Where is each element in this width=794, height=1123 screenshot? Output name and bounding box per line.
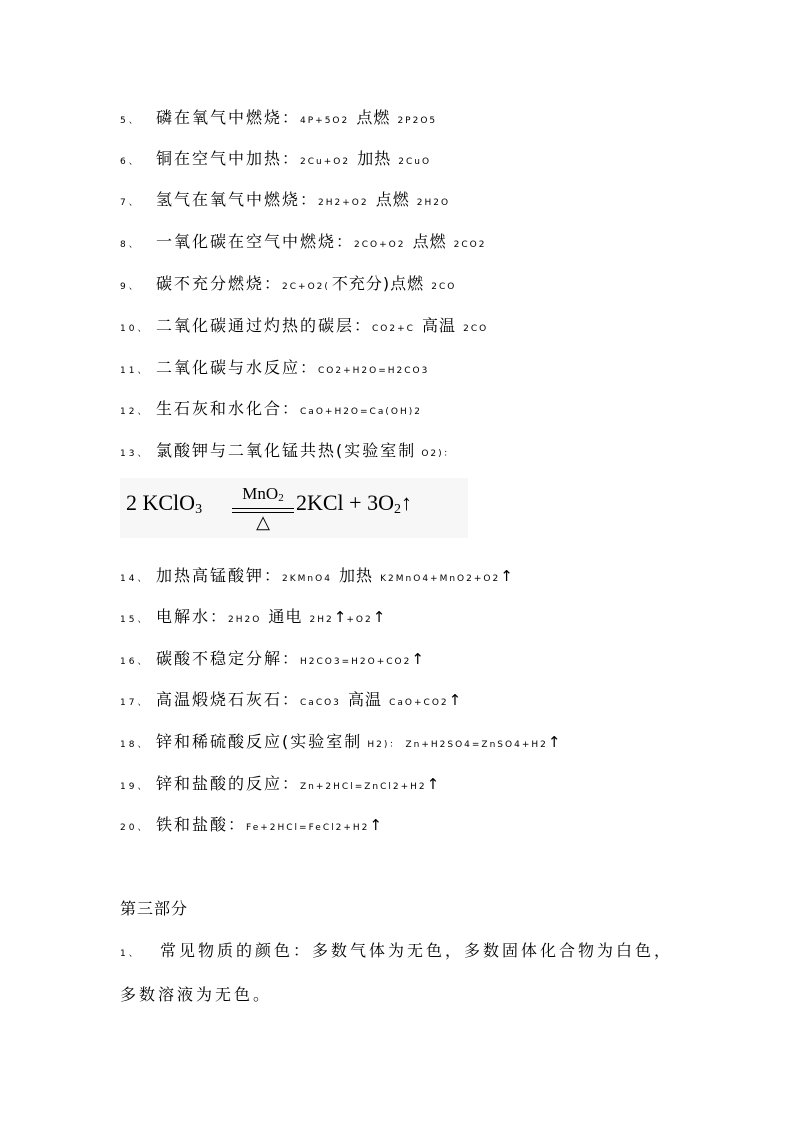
item-number: 17、: [120, 698, 150, 708]
gas-arrow-icon: ↑: [400, 490, 412, 515]
equation-item-13: [120, 440, 455, 462]
item-product: 2H2: [309, 615, 334, 625]
item-number: 20、: [120, 823, 150, 833]
paragraph-text: 常见物质的颜色：多数气体为无色，多数固体化合物为白色，: [160, 941, 674, 960]
catalyst-text: MnO: [242, 484, 279, 503]
item-formula: 2H2O: [228, 615, 262, 625]
gas-arrow-icon: ↑: [448, 691, 462, 709]
item-formula: 2H2+O2: [318, 198, 369, 208]
gas-arrow-icon: ↑: [426, 775, 440, 793]
item-label: 电解水：: [156, 607, 229, 626]
equation-item-7: [120, 189, 450, 211]
equation-item-20: [120, 814, 382, 836]
item-label: 二氧化碳通过灼热的碳层：: [156, 316, 373, 335]
item-number: 15、: [120, 615, 150, 625]
equation-catalyst: [232, 484, 294, 504]
item-label: 高温煅烧石灰石：: [156, 690, 301, 709]
reaction-condition: 通电: [268, 607, 303, 626]
reaction-condition: 高温: [422, 316, 457, 335]
item-formula: CO2+C: [372, 324, 415, 334]
item-number: 16、: [120, 657, 150, 667]
equation-item-19: [120, 773, 439, 795]
item-number: 18、: [120, 740, 150, 750]
item-label: 二氧化碳与水反应：: [156, 358, 319, 377]
item-formula: 4P+5O2: [300, 116, 350, 126]
equation-item-15: [120, 606, 385, 628]
item-formula: CO2+H2O=H2CO3: [318, 366, 430, 376]
equation-item-16: [120, 648, 424, 670]
item-label: 碳酸不稳定分解：: [156, 649, 301, 668]
reactant-text: 2 KClO: [126, 490, 196, 515]
item-formula: 2C+O2(: [282, 282, 330, 292]
equation-item-6: [120, 148, 431, 170]
kclo3-decomposition-equation: [120, 478, 468, 538]
paragraph-line-1: [120, 938, 673, 961]
equation-item-17: [120, 689, 461, 711]
reaction-condition: 不充分)点燃: [331, 274, 425, 293]
item-formula: 2Cu+O2: [300, 157, 351, 167]
paragraph-line-2: 多数溶液为无色。: [120, 985, 273, 1004]
equation-item-14: [120, 565, 513, 587]
item-label: 加热高锰酸钾：: [156, 566, 283, 585]
item-label: 一氧化碳在空气中燃烧：: [156, 232, 355, 251]
item-label: 碳不充分燃烧：: [156, 274, 283, 293]
equation-item-5: [120, 107, 437, 129]
gas-arrow-icon: ↑: [411, 650, 424, 668]
item-label: 锌和稀硫酸反应(实验室制: [156, 732, 363, 751]
reaction-condition: 点燃: [356, 108, 391, 127]
item-label: 氯酸钾与二氧化锰共热(实验室制: [156, 441, 417, 460]
item-product: 2CuO: [398, 157, 432, 167]
equation-item-9: [120, 273, 456, 295]
item-number: 5、: [120, 116, 141, 126]
catalyst-subscript: 2: [278, 492, 284, 504]
item-label: 铜在空气中加热：: [156, 149, 301, 168]
gas-arrow-icon: ↑: [547, 733, 561, 751]
item-number: 13、: [120, 449, 150, 459]
gas-arrow-icon: ↑: [500, 567, 513, 585]
item-number: 6、: [120, 157, 141, 167]
item-number: 19、: [120, 782, 150, 792]
item-number: 10、: [120, 324, 150, 334]
item-number: 14、: [120, 574, 150, 584]
item-product: CaO+CO2: [389, 698, 449, 708]
products-text: 2KCl + 3O: [296, 490, 394, 515]
item-formula: Fe+2HCl=FeCl2+H2: [246, 823, 370, 833]
item-formula: O2)：: [421, 449, 455, 459]
item-formula: H2)：: [367, 740, 401, 750]
item-label: 生石灰和水化合：: [156, 399, 301, 418]
equation-item-11: [120, 357, 429, 379]
item-product: 2CO2: [453, 240, 487, 250]
item-product: 2H2O: [416, 198, 451, 208]
equation-item-10: [120, 315, 488, 337]
item-label: 铁和盐酸：: [156, 815, 247, 834]
item-product-tail: +O2: [346, 615, 373, 625]
item-number: 12、: [120, 407, 150, 417]
item-product: Zn+H2SO4=ZnSO4+H2: [405, 740, 548, 750]
section-title: 第三部分: [120, 899, 189, 918]
products-subscript: 2: [393, 502, 401, 517]
item-product: 2CO: [431, 282, 457, 292]
item-label: 氢气在氧气中燃烧：: [156, 190, 319, 209]
item-formula: H2CO3=H2O+CO2: [300, 657, 412, 667]
reaction-condition: 点燃: [412, 232, 447, 251]
gas-arrow-icon: ↑: [333, 608, 347, 626]
item-number: 7、: [120, 198, 141, 208]
reaction-condition: 高温: [348, 690, 383, 709]
reactant-subscript: 3: [195, 502, 203, 517]
equation-bar-top: [232, 508, 294, 509]
item-product: 2CO: [463, 324, 489, 334]
equation-item-18: [120, 731, 560, 753]
item-formula: CaCO3: [300, 698, 341, 708]
equation-item-8: [120, 231, 487, 253]
equation-item-12: [120, 398, 422, 420]
reaction-condition: 加热: [357, 149, 392, 168]
gas-arrow-icon: ↑: [369, 816, 382, 834]
item-formula: CaO+H2O=Ca(OH)2: [300, 407, 422, 417]
item-number: 11、: [120, 366, 150, 376]
item-number: 8、: [120, 240, 141, 250]
reaction-condition: 点燃: [375, 190, 410, 209]
equation-reactant: [126, 490, 202, 518]
heat-triangle-icon: △: [256, 512, 270, 532]
item-number: 9、: [120, 282, 141, 292]
gas-arrow-icon: ↑: [372, 608, 386, 626]
reaction-condition: 加热: [339, 566, 374, 585]
item-formula: Zn+2HCl=ZnCl2+H2: [300, 782, 427, 792]
equation-products: [296, 490, 412, 518]
item-label: 磷在氧气中燃烧：: [156, 108, 301, 127]
item-formula: 2CO+O2: [354, 240, 406, 250]
item-label: 锌和盐酸的反应：: [156, 774, 301, 793]
paragraph-number: 1、: [120, 949, 141, 959]
item-product: K2MnO4+MnO2+O2: [380, 574, 501, 584]
item-product: 2P2O5: [397, 116, 438, 126]
item-formula: 2KMnO4: [282, 574, 332, 584]
